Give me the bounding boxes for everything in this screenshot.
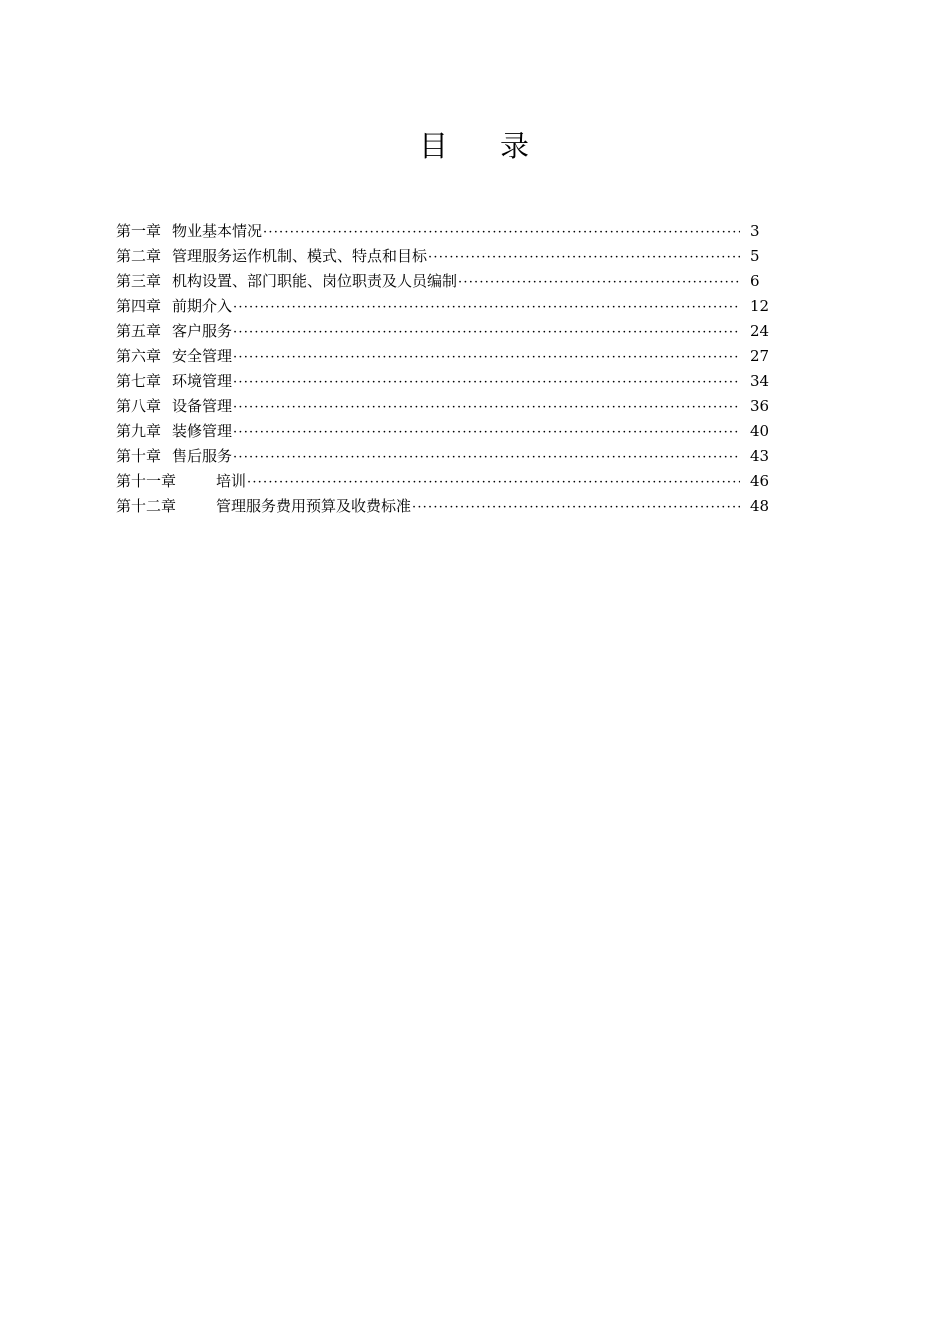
toc-entry[interactable] bbox=[116, 394, 776, 419]
toc-entry[interactable] bbox=[116, 344, 776, 369]
toc-page-number: 48 bbox=[750, 497, 770, 515]
toc-entry[interactable] bbox=[116, 294, 776, 319]
toc-chapter-number: 第四章 bbox=[116, 297, 162, 315]
toc-page-number: 34 bbox=[750, 372, 770, 390]
toc-chapter-number: 第五章 bbox=[116, 322, 162, 340]
toc-page-number: 40 bbox=[750, 422, 770, 440]
toc-entry[interactable] bbox=[116, 369, 776, 394]
toc-dot-leader bbox=[458, 270, 740, 295]
toc-entry[interactable] bbox=[116, 444, 776, 469]
toc-chapter-number: 第七章 bbox=[116, 372, 162, 390]
toc-chapter-title: 培训 bbox=[216, 472, 247, 490]
toc-chapter-title: 装修管理 bbox=[172, 422, 233, 440]
toc-chapter-title: 售后服务 bbox=[172, 447, 233, 465]
toc-chapter-title: 环境管理 bbox=[172, 372, 233, 390]
toc-chapter-number: 第十章 bbox=[116, 447, 162, 465]
toc-page-number: 6 bbox=[750, 272, 760, 290]
toc-page-number: 5 bbox=[750, 247, 760, 265]
toc-chapter-number: 第十二章 bbox=[116, 497, 177, 515]
toc-chapter-title: 前期介入 bbox=[172, 297, 233, 315]
toc-entry[interactable] bbox=[116, 319, 776, 344]
toc-entry[interactable] bbox=[116, 244, 776, 269]
toc-chapter-number: 第十一章 bbox=[116, 472, 177, 490]
toc-page-number: 3 bbox=[750, 222, 760, 240]
toc-page-number: 46 bbox=[750, 472, 770, 490]
toc-dot-leader bbox=[233, 445, 740, 470]
toc-page-number: 27 bbox=[750, 347, 770, 365]
toc-chapter-title: 管理服务费用预算及收费标准 bbox=[216, 497, 412, 515]
toc-page-number: 24 bbox=[750, 322, 770, 340]
toc-dot-leader bbox=[233, 395, 740, 420]
toc-dot-leader bbox=[247, 470, 740, 495]
toc-heading bbox=[0, 124, 950, 168]
toc-chapter-number: 第二章 bbox=[116, 247, 162, 265]
toc-page-number: 12 bbox=[750, 297, 770, 315]
toc-page-number: 43 bbox=[750, 447, 770, 465]
toc-entry[interactable] bbox=[116, 219, 776, 244]
toc-dot-leader bbox=[233, 420, 740, 445]
toc-chapter-title: 安全管理 bbox=[172, 347, 233, 365]
toc-chapter-title: 客户服务 bbox=[172, 322, 233, 340]
toc-chapter-number: 第三章 bbox=[116, 272, 162, 290]
toc-dot-leader bbox=[233, 295, 740, 320]
toc-chapter-number: 第一章 bbox=[116, 222, 162, 240]
toc-dot-leader bbox=[412, 495, 740, 520]
toc-heading-char-2: 录 bbox=[500, 129, 532, 163]
toc-dot-leader bbox=[233, 345, 740, 370]
toc-heading-char-1: 目 bbox=[418, 129, 450, 163]
toc-list bbox=[116, 219, 776, 519]
toc-dot-leader bbox=[263, 220, 740, 245]
toc-entry[interactable] bbox=[116, 419, 776, 444]
toc-dot-leader bbox=[428, 245, 740, 270]
toc-chapter-title: 物业基本情况 bbox=[172, 222, 263, 240]
toc-chapter-title: 管理服务运作机制、模式、特点和目标 bbox=[172, 247, 428, 265]
toc-chapter-title: 设备管理 bbox=[172, 397, 233, 415]
toc-entry[interactable] bbox=[116, 494, 776, 519]
toc-page-number: 36 bbox=[750, 397, 770, 415]
toc-chapter-title: 机构设置、部门职能、岗位职责及人员编制 bbox=[172, 272, 458, 290]
toc-chapter-number: 第六章 bbox=[116, 347, 162, 365]
toc-chapter-number: 第八章 bbox=[116, 397, 162, 415]
toc-chapter-number: 第九章 bbox=[116, 422, 162, 440]
toc-entry[interactable] bbox=[116, 269, 776, 294]
toc-dot-leader bbox=[233, 370, 740, 395]
toc-dot-leader bbox=[233, 320, 740, 345]
toc-entry[interactable] bbox=[116, 469, 776, 494]
